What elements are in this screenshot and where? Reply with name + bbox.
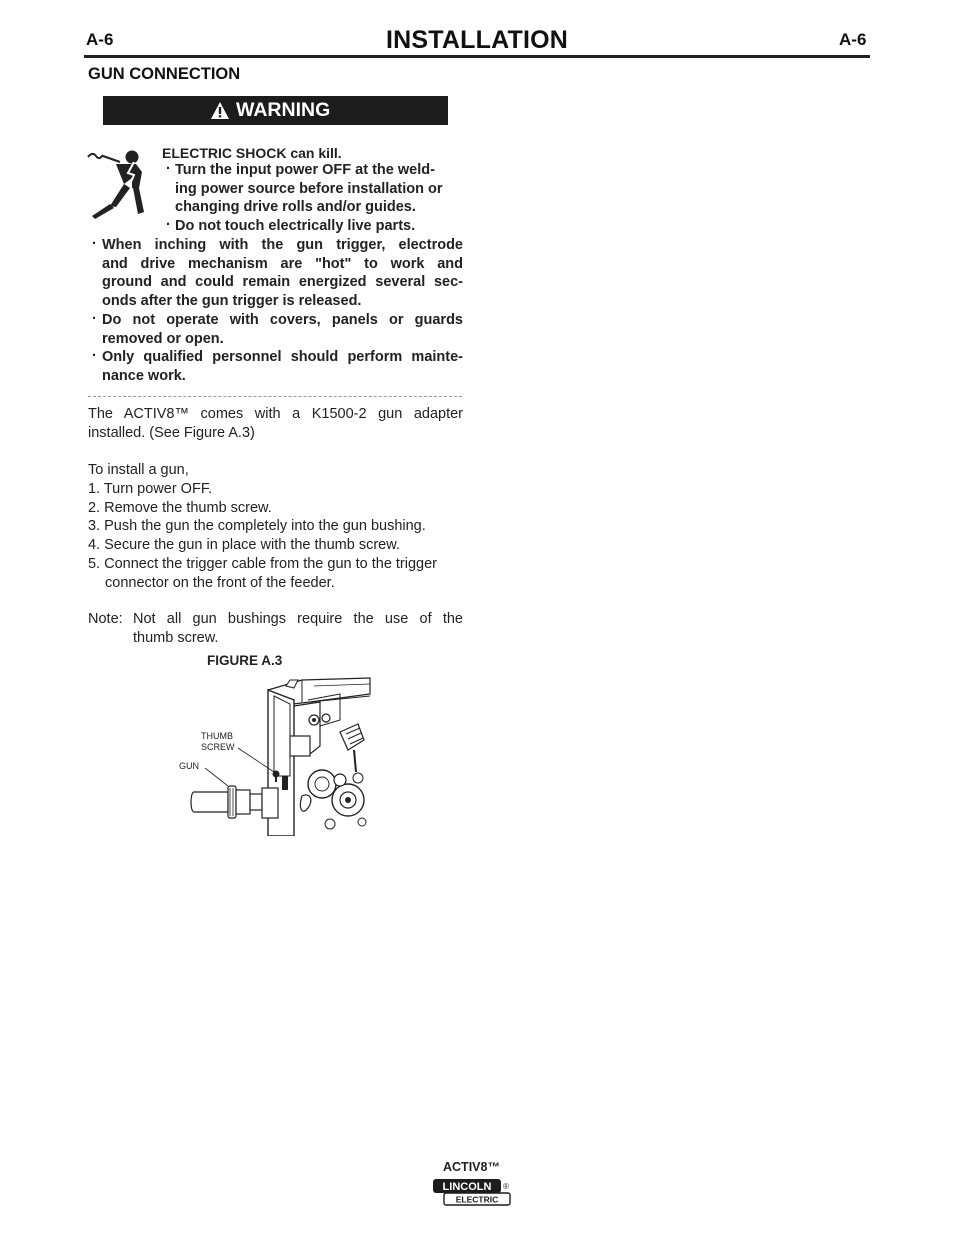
- figure-label-line: THUMB: [201, 731, 233, 741]
- warning-line: ing power source before installation or: [175, 180, 443, 197]
- warning-line: Do not operate with covers, panels or guards: [102, 312, 463, 328]
- warning-sub-item: [175, 217, 415, 236]
- logo-text-top: LINCOLN: [442, 1181, 492, 1193]
- install-heading: To install a gun,: [88, 462, 189, 478]
- intro-paragraph: [88, 405, 463, 442]
- warning-item: [102, 236, 463, 311]
- logo-registered-mark: ®: [503, 1182, 509, 1191]
- warning-label: WARNING: [236, 99, 331, 121]
- page-number-left: A-6: [86, 30, 114, 49]
- figure-illustration: [190, 676, 372, 841]
- warning-line: onds after the gun trigger is released.: [102, 293, 362, 310]
- figure-title: FIGURE A.3: [207, 653, 283, 668]
- bullet-dot: ·: [166, 161, 171, 177]
- dashed-divider: [88, 396, 462, 397]
- step-item: 3. Push the gun the completely into the gun bushing.: [88, 518, 426, 535]
- header-rule: [84, 55, 870, 58]
- warning-line: changing drive rolls and/or guides.: [175, 199, 416, 216]
- figure-label-gun: GUN: [179, 761, 199, 771]
- step-item: 5. Connect the trigger cable from the gun to the trigger: [88, 555, 438, 572]
- warning-item: [102, 348, 463, 385]
- warning-line: nance work.: [102, 367, 186, 384]
- warning-banner: [103, 96, 448, 125]
- warning-sub-item: [175, 161, 443, 217]
- section-title: GUN CONNECTION: [88, 65, 241, 83]
- bullet-dot: ·: [92, 348, 97, 364]
- install-steps: [88, 480, 468, 592]
- warning-heading: ELECTRIC SHOCK can kill.: [162, 145, 342, 161]
- note-line: Not all gun bushings require the use of the: [133, 611, 463, 627]
- warning-line: and drive mechanism are "hot" to work and: [102, 255, 463, 272]
- warning-item: [102, 311, 463, 348]
- warning-line: Only qualified personnel should perform mainte-: [102, 349, 463, 365]
- page-number-right: A-6: [839, 30, 867, 49]
- step-item: 1. Turn power OFF.: [88, 481, 213, 497]
- warning-line: Turn the input power OFF at the weld-: [175, 162, 435, 178]
- step-item-continuation: connector on the front of the feeder.: [105, 574, 335, 591]
- warning-line: ground and could remain energized several sec-: [102, 274, 463, 291]
- footer-model-name: ACTIV8™: [443, 1160, 500, 1174]
- note-prefix: Note:: [88, 611, 123, 627]
- electric-shock-icon: [86, 148, 156, 225]
- bullet-dot: ·: [92, 236, 97, 252]
- lincoln-electric-logo: [432, 1177, 512, 1212]
- figure-label-thumb-screw: [201, 731, 235, 753]
- warning-triangle-icon: [210, 101, 230, 120]
- step-item: 4. Secure the gun in place with the thumb screw.: [88, 537, 400, 554]
- warning-line: removed or open.: [102, 330, 224, 347]
- note-line: thumb screw.: [133, 629, 219, 646]
- logo-text-bottom: ELECTRIC: [455, 1194, 499, 1205]
- bullet-dot: ·: [92, 311, 97, 327]
- intro-line: The ACTIV8™ comes with a K1500-2 gun adapter: [88, 406, 463, 422]
- intro-line: installed. (See Figure A.3): [88, 424, 255, 441]
- page-title: INSTALLATION: [385, 26, 568, 54]
- bullet-dot: ·: [166, 217, 171, 233]
- step-item: 2. Remove the thumb screw.: [88, 499, 272, 516]
- warning-line: When inching with the gun trigger, electrode: [102, 237, 463, 253]
- note-text: [133, 610, 463, 647]
- warning-line: Do not touch electrically live parts.: [175, 218, 416, 234]
- figure-label-line: SCREW: [201, 742, 235, 752]
